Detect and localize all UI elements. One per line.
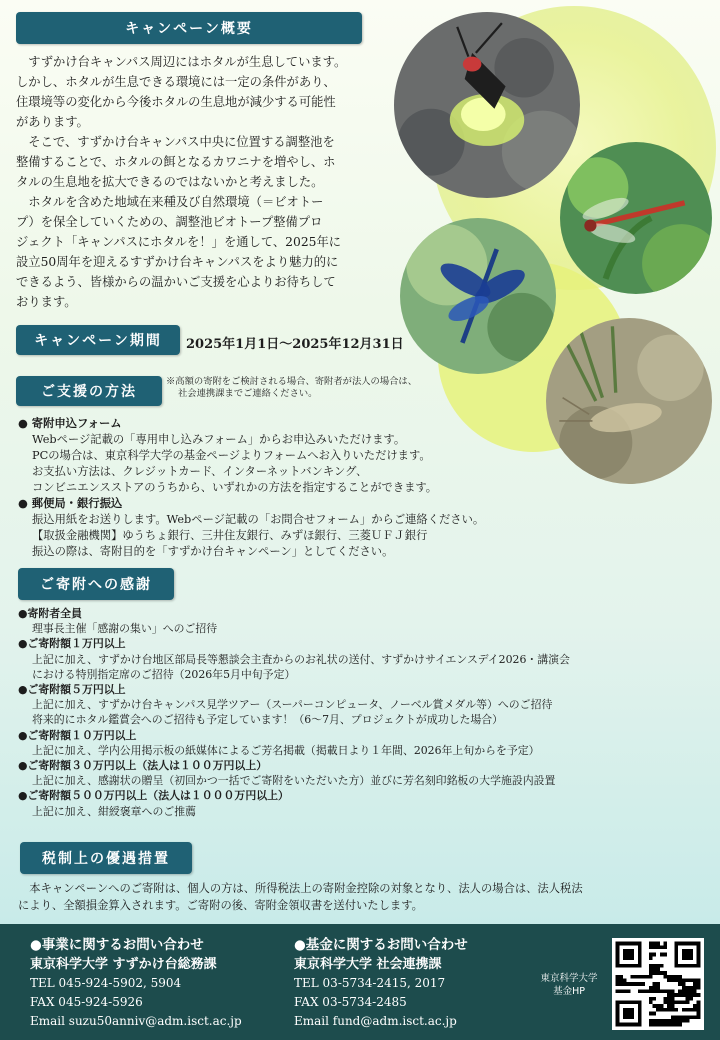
overview-line: そこで、すずかけ台キャンパス中央に位置する調整池を: [16, 135, 335, 149]
tax-line: 本キャンペーンへのご寄附は、個人の方は、所得税法上の寄附金控除の対象となり、法人の場合は、法人税法: [18, 882, 583, 895]
overview-line: 設立50周年を迎えるすずかけ台キャンパスをより魅力的に: [16, 255, 339, 269]
tier-line: 上記に加え、紺綬褒章へのご推薦: [32, 804, 197, 818]
support-note: [166, 376, 417, 400]
tier-line: 上記に加え、学内公用掲示板の紙媒体によるご芳名掲載（掲載日より１年間、2026年上旬からを予定）: [32, 743, 540, 757]
tier-line: 上記に加え、感謝状の贈呈（初回かつ一括でご寄附をいただいた方）並びに芳名刻印銘板の大学施設内設置: [32, 774, 556, 788]
blue-damselfly-image: [400, 218, 556, 374]
qr-caption-line: 基金HP: [553, 986, 585, 997]
support-method-form: [18, 416, 437, 496]
overview-line: ホタルを含めた地域在来種及び自然環境（＝ビオトー: [16, 195, 324, 209]
contact-tel: TEL 045-924-5902, 5904: [30, 976, 182, 990]
tier-title: ●ご寄附額１０万円以上: [18, 728, 137, 742]
qr-code-image[interactable]: [612, 938, 704, 1030]
method-title: ● 寄附申込フォーム: [18, 417, 122, 430]
overview-line: プ）を保全していくための、調整池ビオトープ整備プロ: [16, 215, 323, 229]
overview-heading: キャンペーン概要: [16, 12, 362, 44]
contact-org: 東京科学大学 社会連携課: [294, 957, 442, 972]
method-line: PCの場合は、東京科学大学の基金ページよりフォームへお入りいただけます。: [32, 449, 431, 462]
tier-title: ●ご寄附額５００万円以上（法人は１０００万円以上）: [18, 789, 289, 803]
support-note-line: 社会連携課までご連絡ください。: [178, 388, 318, 399]
thanks-heading: ご寄附への感謝: [18, 568, 174, 600]
method-line: Webページ記載の「専用申し込みフォーム」からお申込みいただけます。: [32, 433, 406, 446]
contact-tel: TEL 03-5734-2415, 2017: [294, 976, 446, 990]
tax-text: [18, 880, 583, 914]
contact-email[interactable]: Email suzu50anniv@adm.isct.ac.jp: [30, 1014, 242, 1028]
overview-line: 住環境等の変化から今後ホタルの生息地が減少する可能性: [16, 95, 336, 109]
support-method-bank: [18, 496, 484, 560]
tier-title: ●ご寄附額１万円以上: [18, 637, 126, 651]
tax-line: により、全額損金算入されます。ご寄附の後、寄附金領収書を送付いたします。: [18, 899, 423, 912]
tier-title: ●ご寄附額５万円以上: [18, 683, 126, 697]
dragonfly-red-photo: [560, 142, 712, 294]
shrimp-photo: [546, 318, 712, 484]
method-line: お支払い方法は、クレジットカード、インターネットバンキング、: [32, 465, 368, 478]
tier-title: ●ご寄附額３０万円以上（法人は１００万円以上）: [18, 759, 268, 773]
firefly-photo: [394, 12, 580, 198]
contact-fund: [294, 936, 468, 1031]
overview-line: 整備することで、ホタルの餌となるカワニナを増やし、ホ: [16, 155, 336, 169]
tier-title: ●寄附者全員: [18, 607, 82, 620]
damselfly-blue-photo: [400, 218, 556, 374]
contact-email[interactable]: Email fund@adm.isct.ac.jp: [294, 1014, 457, 1028]
overview-text: [16, 52, 392, 312]
contact-fax: FAX 045-924-5926: [30, 995, 143, 1009]
method-line: 振込用紙をお送りします。Webページ記載の「お問合せフォーム」からご連絡ください。: [32, 513, 485, 526]
method-line: 振込の際は、寄附目的を「すずかけ台キャンペーン」としてください。: [32, 545, 394, 558]
tier-line: 理事長主催「感謝の集い」へのご招待: [32, 622, 218, 636]
red-dragonfly-image: [560, 142, 712, 294]
tier-line: における特別指定席のご招待（2026年5月中旬予定）: [32, 667, 296, 681]
tier-line: 上記に加え、すずかけ台キャンパス見学ツアー（スーパーコンピュータ、ノーベル賞メダル等）へのご招待: [32, 698, 553, 712]
tax-heading: 税制上の優遇措置: [20, 842, 192, 874]
tier-line: 上記に加え、すずかけ台地区部局長等懇談会主査からのお礼状の送付、すずかけサイエンスデイ2026・講演会: [32, 652, 570, 666]
method-line: 【取扱金融機関】ゆうちょ銀行、三井住友銀行、みずほ銀行、三菱ＵＦＪ銀行: [32, 529, 428, 542]
contact-fax: FAX 03-5734-2485: [294, 995, 407, 1009]
support-note-line: ※高額の寄附をご検討される場合、寄附者が法人の場合は、: [166, 376, 418, 387]
method-title: ● 郵便局・銀行振込: [18, 497, 123, 510]
contact-heading: ●基金に関するお問い合わせ: [294, 937, 468, 953]
period-text: 2025年1月1日～2025年12月31日: [186, 337, 404, 352]
support-heading: ご支援の方法: [16, 376, 162, 406]
overview-line: おります。: [16, 295, 77, 309]
firefly-image: [394, 12, 580, 198]
overview-line: すずかけ台キャンパス周辺にはホタルが生息しています。: [16, 55, 347, 69]
overview-line: ジェクト「キャンパスにホタルを！」を通して、2025年に: [16, 235, 342, 249]
contact-project: [30, 936, 242, 1031]
contact-org: 東京科学大学 すずかけ台総務課: [30, 957, 217, 972]
overview-line: タルの生息地を拡大できるのではないかと考えました。: [16, 175, 324, 189]
qr-code-icon[interactable]: [612, 938, 704, 1030]
method-line: コンビニエンスストアのうちから、いずれかの方法を指定することができます。: [32, 481, 438, 494]
overview-line: できるよう、皆様からの温かいご支援を心よりお待ちして: [16, 275, 336, 289]
overview-line: があります。: [16, 115, 89, 129]
overview-line: しかし、ホタルが生息できる環境には一定の条件があり、: [16, 75, 336, 89]
period-heading: キャンペーン期間: [16, 325, 180, 355]
qr-caption: [530, 972, 608, 998]
thanks-list: [18, 606, 570, 819]
tier-line: 将来的にホタル鑑賞会へのご招待も予定しています！（6～7月、プロジェクトが成功した場合）: [32, 713, 504, 727]
contact-heading: ●事業に関するお問い合わせ: [30, 937, 204, 953]
qr-caption-line: 東京科学大学: [540, 973, 598, 984]
shrimp-image: [546, 318, 712, 484]
